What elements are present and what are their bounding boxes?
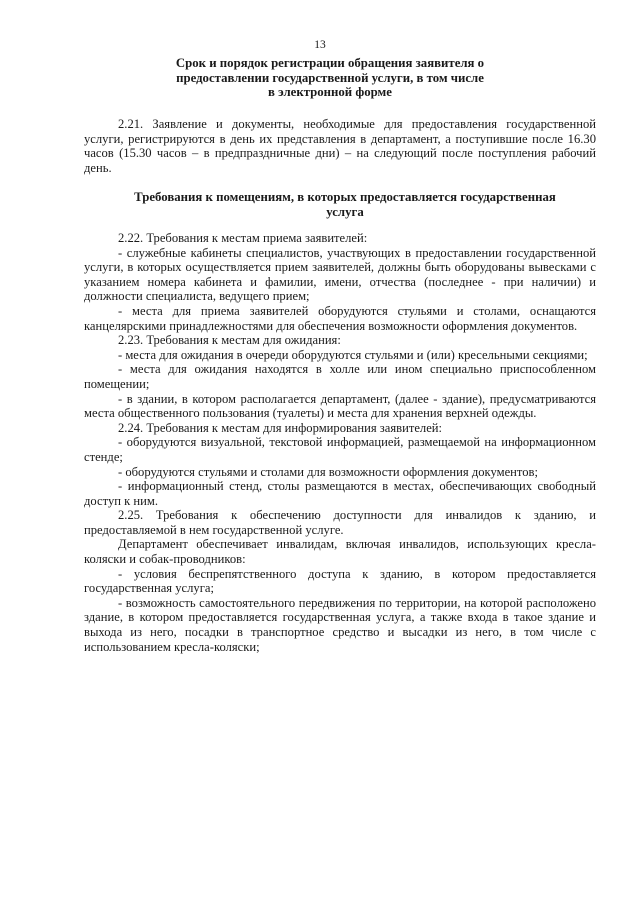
paragraph-block-221 xyxy=(84,117,596,175)
heading-line: Срок и порядок регистрации обращения заявителя о xyxy=(175,56,485,70)
paragraph: - служебные кабинеты специалистов, участвующих в предоставлении государственной услуги, в которых осуществляется прием заявителей, должны быть оборудованы вывесками с указанием номера кабинета и фамилии, имени, отчества (последнее - при наличии) и должности специалиста, ведущего прием; xyxy=(84,245,596,304)
paragraph: - оборудуются визуальной, текстовой информацией, размещаемой на информационном стенде; xyxy=(84,435,596,464)
paragraph: 2.25. Требования к обеспечению доступности для инвалидов к зданию, и предоставляемой в нем государственной услуге. xyxy=(84,508,596,537)
paragraph: - в здании, в котором располагается департамент, (далее - здание), предусматриваются места общественного пользования (туалеты) и места для хранения верхней одежды. xyxy=(84,391,596,421)
section-heading-premises xyxy=(95,190,595,219)
paragraph: - условия беспрепятственного доступа к зданию, в котором предоставляется государственная услуга; xyxy=(84,566,596,596)
heading-line: услуга xyxy=(326,204,364,219)
section-heading-registration xyxy=(150,56,510,100)
paragraph: 2.24. Требования к местам для информирования заявителей: xyxy=(118,420,443,435)
paragraph: Департамент обеспечивает инвалидам, включая инвалидов, использующих кресла-коляски и собак-проводников: xyxy=(84,537,596,567)
paragraph-block-requirements xyxy=(84,231,596,654)
paragraph: - оборудуются стульями и столами для возможности оформления документов; xyxy=(118,464,538,479)
paragraph: - места для ожидания в очереди оборудуются стульями и (или) кресельными секциями; xyxy=(118,347,588,362)
page-number: 13 xyxy=(314,39,326,51)
heading-line: предоставлении государственной услуги, в том числе xyxy=(176,70,484,85)
heading-line: Требования к помещениям, в которых предоставляется государственная xyxy=(134,190,556,204)
paragraph: - места для ожидания находятся в холле или ином специально приспособленном помещении; xyxy=(84,362,596,391)
paragraph: - места для приема заявителей оборудуются стульями и столами, оснащаются канцелярскими принадлежностями для обеспечения возможности оформления документов. xyxy=(84,303,596,333)
paragraph-2-21: 2.21. Заявление и документы, необходимые для предоставления государственной услуги, регистрируются в день их представления в департамент, а поступившие после 16.30 часов (15.30 часов – в предпраздничные дни) – на следующий после поступления рабочий день. xyxy=(84,117,596,175)
paragraph: 2.22. Требования к местам приема заявителей: xyxy=(118,231,368,245)
paragraph: - возможность самостоятельного передвижения по территории, на которой расположено здание, в котором предоставляется государственная услуга, а также входа в такое здание и выхода из него, посадки в транспортное средство и высадки из него, в том числе с использованием кресла-коляски; xyxy=(84,595,596,654)
heading-line: в электронной форме xyxy=(268,85,392,99)
paragraph: - информационный стенд, столы размещаются в местах, обеспечивающих свободный доступ к ним. xyxy=(84,479,596,508)
paragraph: 2.23. Требования к местам для ожидания: xyxy=(118,333,341,348)
